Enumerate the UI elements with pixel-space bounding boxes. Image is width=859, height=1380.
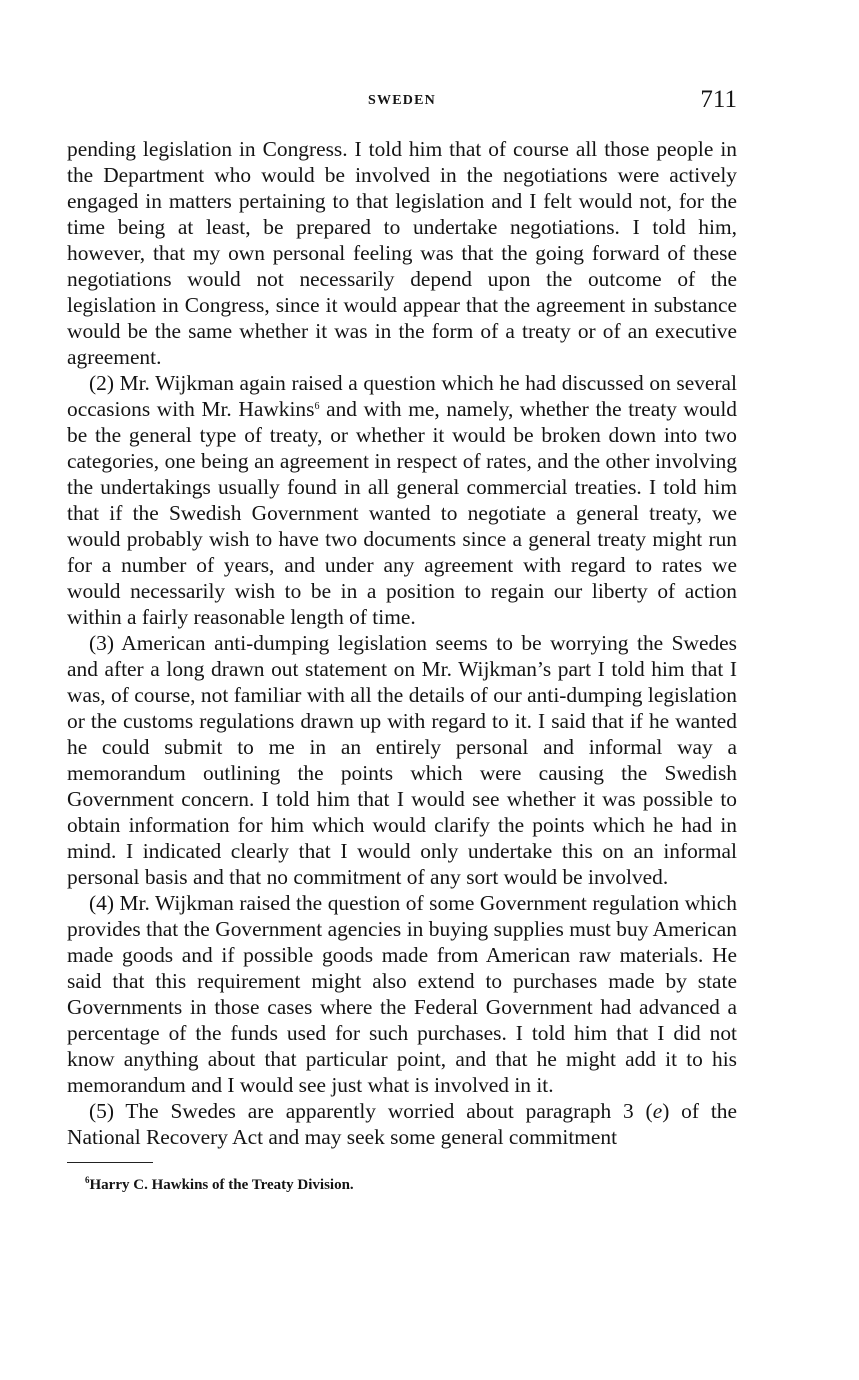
document-page xyxy=(67,84,737,1195)
footnote xyxy=(67,1175,737,1195)
paragraph-3: (3) American anti-dumping legislation seems to be worrying the Swedes and after a long drawn out statement on Mr. Wijkman’s part I told him that I was, of course, not familiar with all the details of our anti-dumping legislation or the customs regulations drawn up with regard to it. I said that if he wanted he could submit to me in an entirely personal and informal way a memorandum outlining the points which were causing the Swedish Government concern. I told him that I would see whether it was possible to obtain information for him which would clarify the points which he had in mind. I indicated clearly that I would only undertake this on an informal personal basis and that no commitment of any sort would be involved. xyxy=(67,631,737,889)
paragraph-5 xyxy=(67,1098,737,1150)
footnote-reference-6: 6 xyxy=(314,401,320,412)
footnote-text: Harry C. Hawkins of the Treaty Division. xyxy=(89,1177,354,1193)
footnote-rule xyxy=(67,1162,153,1163)
footnote-marker: 6 xyxy=(85,1175,90,1185)
paragraph-5-italic-letter: e xyxy=(652,1099,663,1123)
paragraph-2 xyxy=(67,370,737,630)
running-head: SWEDEN xyxy=(368,93,436,108)
page-header xyxy=(67,84,737,124)
paragraph-2-text-before: (2) Mr. Wijkman again raised a question which he had discussed on several occasions with Mr. Hawkins xyxy=(67,371,737,421)
body-text xyxy=(67,136,737,1150)
paragraph-1: pending legislation in Congress. I told him that of course all those people in the Department who would be involved in the negotiations were actively engaged in matters pertaining to that legislation and I felt would not, for the time being at least, be prepared to undertake negotiations. I told him, however, that my own personal feeling was that the going forward of these negotiations would not necessarily depend upon the outcome of the legislation in Congress, since it would appear that the agreement in substance would be the same whether it was in the form of a treaty or of an executive agreement. xyxy=(67,137,737,369)
paragraph-5-text-before: (5) The Swedes are apparently worried about paragraph 3 ( xyxy=(89,1099,653,1123)
paragraph-5-text-after: ) of the National Recovery Act and may seek some general commitment xyxy=(67,1099,737,1149)
paragraph-2-text-after: and with me, namely, whether the treaty would be the general type of treaty, or whether it would be broken down into two categories, one being an agreement in respect of rates, and the other involving the undertakings usually found in all general commercial treaties. I told him that if the Swedish Government wanted to negotiate a general treaty, we would probably wish to have two documents since a general treaty might run for a number of years, and under any agreement with regard to rates we would necessarily wish to be in a position to regain our liberty of action within a fairly reasonable length of time. xyxy=(67,397,738,629)
paragraph-4: (4) Mr. Wijkman raised the question of some Government regulation which provides that the Government agencies in buying supplies must buy American made goods and if possible goods made from American raw materials. He said that this requirement might also extend to purchases made by state Governments in those cases where the Federal Government had advanced a percentage of the funds used for such purchases. I told him that I did not know anything about that particular point, and that he might add it to his memorandum and I would see just what is involved in it. xyxy=(67,891,737,1097)
page-number: 711 xyxy=(700,86,737,113)
